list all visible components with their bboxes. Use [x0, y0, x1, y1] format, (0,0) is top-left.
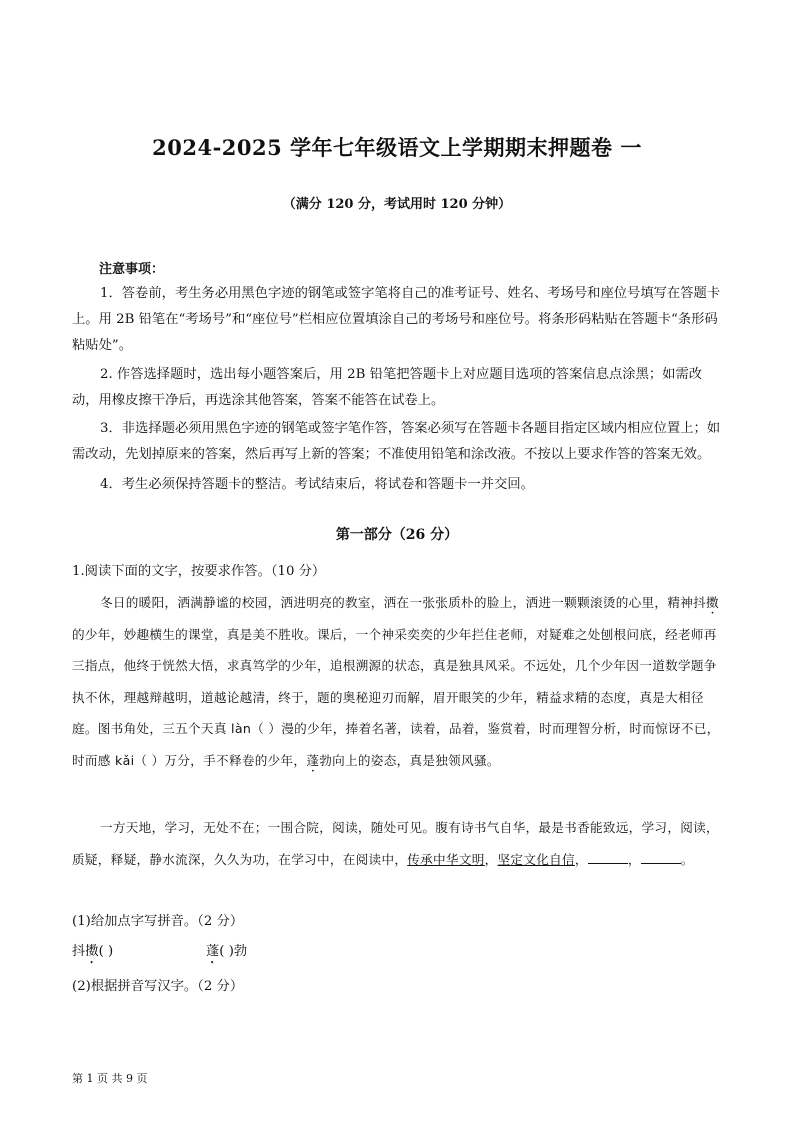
exam-title: 2024-2025 学年七年级语文上学期期末押题卷 一 — [152, 135, 642, 160]
question-1-stem: 1.阅读下面的文字，按要求作答。（10 分） — [72, 564, 326, 579]
item-char: 抖 — [72, 944, 86, 959]
passage-text: 勃向上的姿态，真是独领风骚。 — [319, 752, 500, 768]
passage-text: ， — [627, 851, 641, 867]
dotted-char: 擞 — [85, 944, 99, 959]
notice-item-2: 2. 作答选择题时，选出每小题答案后，用 2B 铅笔把答题卡上对应题目选项的答案信息点涂黑；如需改动，用橡皮擦干净后，再选涂其他答案，答案不能答在试卷上。 — [72, 367, 703, 408]
sub-question-1-item-a — [72, 940, 113, 967]
dotted-char: 擞 — [706, 595, 719, 610]
passage-text: 一方天地，学习，无处不在；一围合院，阅读，随处可见。腹有诗书气自华，最是书香能致远，学习，阅读，质疑，释疑，静水流深，久久为功，在学习中，在阅读中， — [72, 820, 719, 867]
dotted-char: 蓬 — [206, 944, 220, 959]
exam-subtitle: （满分 120 分，考试用时 120 分钟） — [282, 197, 512, 212]
passage-text: ， — [484, 851, 498, 867]
sub-question-1-item-b — [206, 940, 247, 967]
passage-paragraph-2 — [72, 812, 724, 875]
answer-paren[interactable]: ( ) — [219, 944, 234, 959]
notice-item-3: 3．非选择题必须用黑色字迹的钢笔或签字笔作答，答案必须写在答题卡各题目指定区域内相应位置上；如需改动，先划掉原来的答案，然后再写上新的答案；不准使用铅笔和涂改液。不按以上要求作答的答案无效。 — [72, 421, 721, 462]
sub-question-1: (1)给加点字写拼音。（2 分） — [72, 914, 244, 929]
answer-blank[interactable] — [641, 849, 681, 864]
notice-heading: 注意事项： — [99, 262, 165, 277]
section-heading: 第一部分（26 分） — [335, 527, 459, 543]
passage-paragraph-1 — [72, 587, 724, 776]
passage-text: 的少年，妙趣横生的课堂，真是美不胜收。课后，一个神采奕奕的少年拦住老师，对疑难之处刨根问底，经老师再三指点，他终于恍然大悟，求真笃学的少年，追根溯源的状态，真是独具风采。不远处，几个少年因一道数学题争执不休，理越辩越明，道越论越清，终于，题的奥秘迎刃而解，眉开眼笑的少年，精益求精的态度，真是大相径庭。图书角处，三五个天真 làn（ ）漫的少年，捧着名著，读着，品着，鉴赏着，时而理智分析，时而惊讶不已，时而感 kǎi（ ）万分，手不释卷的少年， — [72, 626, 720, 768]
answer-blank[interactable] — [588, 849, 628, 864]
dotted-char: 蓬 — [306, 752, 320, 768]
underlined-phrase: 坚定文化自信 — [497, 851, 575, 867]
notice-item-1: 1．答卷前，考生务必用黑色字迹的钢笔或签字笔将自己的准考证号、姓名、考场号和座位号填写在答题卡上。用 2B 铅笔在“考场号”和“座位号”栏相应位置填涂自己的考场号和座位号。将条形码粘贴在答题卡“条形码粘贴处”。 — [72, 286, 721, 353]
answer-paren[interactable]: ( ) — [98, 944, 114, 959]
notice-item-4: 4．考生必须保持答题卡的整洁。考试结束后，将试卷和答题卡一并交回。 — [100, 477, 534, 492]
passage-text: 。 — [680, 851, 694, 867]
underlined-phrase: 传承中华文明 — [407, 851, 485, 867]
item-char: 勃 — [233, 944, 248, 959]
passage-text: ， — [574, 851, 588, 867]
page-footer: 第 1 页 共 9 页 — [72, 1072, 148, 1085]
passage-text: 冬日的暖阳，洒满静谧的校园，洒进明亮的教室，洒在一张张质朴的脸上，洒进一颗颗滚烫的心里，精神抖 — [100, 595, 707, 610]
sub-question-2: (2)根据拼音写汉字。（2 分） — [72, 979, 244, 994]
